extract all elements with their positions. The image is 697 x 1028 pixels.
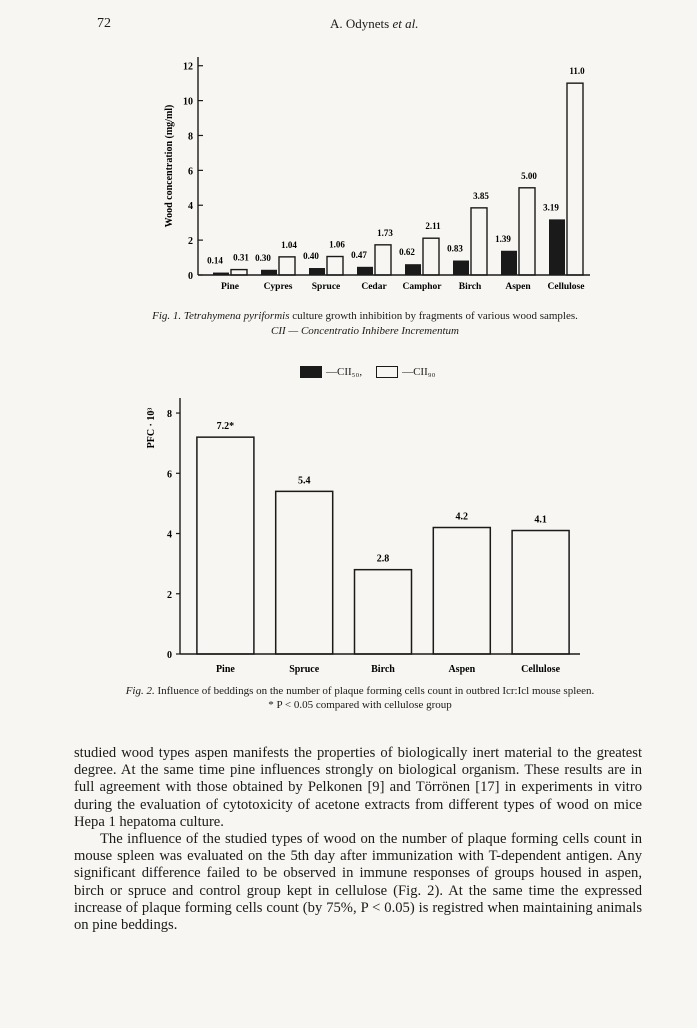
figure2-footnote: * P < 0.05 compared with cellulose group — [268, 699, 452, 711]
figure1-chart — [150, 45, 600, 303]
figure1-caption-text: culture growth inhibition by fragments of various wood samples. — [292, 310, 578, 322]
fig1-category-label: Camphor — [402, 282, 442, 292]
fig2-y-tick-label: 2 — [167, 589, 172, 601]
fig2-data-label: 2.8 — [376, 553, 390, 565]
fig1-data-label-cii90: 11.0 — [569, 66, 585, 77]
fig1-bar-cii50 — [357, 267, 373, 275]
figure2-chart — [140, 388, 600, 680]
page-number: 72 — [97, 16, 111, 31]
et-al: et al. — [392, 16, 419, 31]
figure2-caption-text: Influence of beddings on the number of plaque forming cells count in outbred Icr:Icl mouse spleen. — [157, 685, 595, 697]
fig1-data-label-cii50: 0.40 — [303, 251, 319, 262]
figure1-caption-label: Fig. 1. — [152, 310, 182, 322]
legend-swatch-open — [376, 366, 398, 378]
fig1-category-label: Birch — [458, 282, 482, 292]
fig1-bar-cii50 — [501, 251, 517, 275]
fig2-bar — [355, 570, 412, 654]
fig1-category-label: Aspen — [505, 282, 531, 292]
fig1-y-tick-label: 6 — [188, 166, 193, 178]
fig1-bar-cii90 — [519, 188, 535, 275]
body-text — [74, 745, 642, 934]
fig2-data-label: 4.2 — [455, 511, 469, 523]
fig2-y-tick-label: 4 — [167, 529, 172, 541]
legend-label-cii90: —CII₉₀ — [402, 366, 436, 378]
fig2-data-label: 4.1 — [534, 514, 547, 526]
fig1-data-label-cii90: 5.00 — [521, 170, 537, 181]
fig1-category-label: Cedar — [361, 282, 387, 292]
legend-swatch-filled — [300, 366, 322, 378]
fig1-data-label-cii90: 1.06 — [329, 239, 345, 250]
fig2-category-label: Spruce — [289, 664, 320, 675]
fig2-data-label: 7.2* — [216, 421, 235, 433]
fig1-bar-cii50 — [309, 268, 325, 275]
fig1-bar-cii90 — [567, 83, 583, 275]
fig1-y-tick-label: 12 — [183, 61, 193, 73]
fig1-category-label: Pine — [221, 282, 239, 292]
legend-item-cii90 — [376, 366, 435, 378]
fig1-bar-cii50 — [549, 219, 565, 275]
fig2-category-label: Pine — [215, 664, 235, 675]
fig1-y-axis-label: Wood concentration (mg/ml) — [164, 104, 175, 228]
fig1-category-label: Cypres — [263, 282, 293, 292]
fig1-bar-cii50 — [213, 273, 229, 275]
fig2-bar — [512, 531, 569, 654]
figure1-caption-species: Tetrahymena pyriformis — [183, 310, 290, 322]
fig1-data-label-cii50: 0.83 — [447, 243, 463, 254]
fig2-y-tick-label: 6 — [167, 469, 172, 481]
running-head — [330, 16, 418, 32]
page-header — [0, 14, 697, 38]
fig2-category-label: Birch — [371, 664, 395, 675]
fig1-bar-cii90 — [471, 208, 487, 275]
fig2-category-label: Aspen — [448, 664, 476, 675]
fig2-category-label: Cellulose — [521, 664, 561, 675]
fig2-bar — [433, 528, 490, 654]
legend-label-cii50: —CII₅₀, — [326, 366, 363, 378]
fig1-y-tick-label: 8 — [188, 131, 193, 143]
fig1-data-label-cii50: 0.14 — [207, 255, 223, 266]
fig1-data-label-cii50: 1.39 — [495, 233, 511, 244]
figure1-caption — [130, 309, 600, 338]
fig1-data-label-cii50: 0.47 — [351, 249, 367, 260]
figure1-abbreviation: CII — Concentratio Inhibere Incrementum — [271, 325, 459, 337]
figure2-caption-label: Fig. 2. — [125, 685, 155, 697]
fig2-y-tick-label: 8 — [167, 409, 172, 421]
paragraph-1: studied wood types aspen manifests the properties of biologically inert material to the greatest degree. At the same time pine influences strongly on biological organism. These results are in full agreement with those obtained by Pelkonen [9] and Törrönen [17] in experiments in vitro during the evaluation of cytotoxicity of acetone extracts from different types of wood on mice Hepa 1 hepatoma culture. — [74, 745, 642, 830]
fig1-category-label: Spruce — [311, 282, 341, 292]
fig1-data-label-cii90: 2.11 — [425, 221, 441, 232]
legend-item-cii50 — [300, 366, 362, 378]
fig1-category-label: Cellulose — [547, 282, 585, 292]
fig1-bar-cii90 — [375, 245, 391, 275]
fig2-bar — [197, 437, 254, 654]
fig1-bar-cii90 — [279, 257, 295, 275]
fig1-bar-cii50 — [261, 270, 277, 275]
fig1-bar-cii50 — [453, 261, 469, 275]
figure1-legend — [300, 366, 449, 378]
fig2-y-axis-label: PFC · 10³ — [146, 407, 157, 449]
fig1-y-tick-label: 10 — [183, 96, 193, 108]
fig1-y-tick-label: 0 — [188, 271, 193, 282]
fig2-data-label: 5.4 — [297, 475, 311, 487]
fig1-bar-cii90 — [231, 270, 247, 275]
fig1-y-tick-label: 2 — [188, 236, 193, 248]
fig1-bar-cii90 — [423, 238, 439, 275]
paragraph-2: The influence of the studied types of wood on the number of plaque forming cells count in mouse spleen was evaluated on the 5th day after immunization with T-dependent antigen. Any significant difference failed to be observed in immune responses of groups housed in aspen, birch or spruce and control group kept in cellulose (Fig. 2). At the same time the expressed increase of plaque forming cells count (by 75%, P < 0.05) is registred when maintaining animals on pine beddings. — [74, 831, 642, 934]
fig1-data-label-cii50: 0.62 — [399, 247, 415, 258]
author-name: A. Odynets — [330, 16, 390, 31]
fig1-y-tick-label: 4 — [188, 201, 193, 213]
fig1-data-label-cii50: 0.30 — [255, 252, 271, 263]
fig1-bar-cii50 — [405, 264, 421, 275]
fig1-data-label-cii90: 1.04 — [281, 239, 297, 250]
fig1-data-label-cii50: 3.19 — [543, 202, 559, 213]
fig1-data-label-cii90: 3.85 — [473, 190, 489, 201]
figure2-caption — [120, 684, 600, 712]
fig1-bar-cii90 — [327, 257, 343, 275]
fig1-data-label-cii90: 0.31 — [233, 252, 249, 263]
fig1-data-label-cii90: 1.73 — [377, 227, 393, 238]
fig2-bar — [276, 491, 333, 654]
fig2-y-tick-label: 0 — [167, 650, 172, 661]
